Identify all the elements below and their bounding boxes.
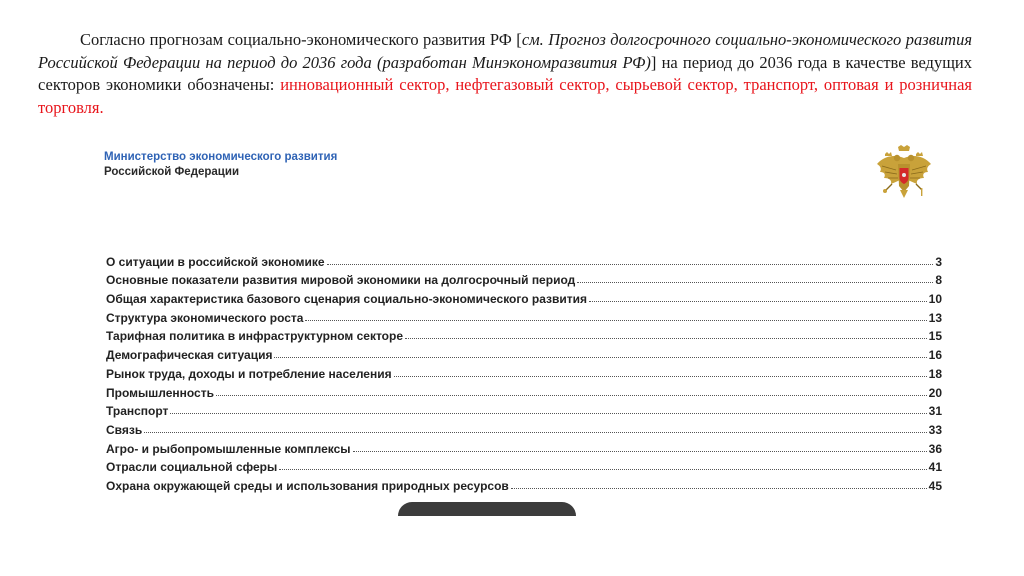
toc-row [106,306,942,325]
toc-title: Промышленность [106,385,214,400]
toc-leader-dots [144,432,926,433]
toc-title: Агро- и рыбопромышленные комплексы [106,441,351,456]
toc-title: Отрасли социальной сферы [106,460,278,475]
toc-page-number: 36 [928,441,942,456]
toc-page-number: 16 [928,348,942,363]
toc-leader-dots [577,282,933,283]
toc-title: Охрана окружающей среды и использования природных ресурсов [106,478,509,493]
ministry-name-line1: Министерство экономического развития [104,151,338,163]
toc-leader-dots [279,469,926,470]
toc-page-number: 13 [928,310,942,325]
ministry-header [104,150,337,180]
toc-page-number: 8 [935,273,942,288]
toc-leader-dots [405,338,927,339]
toc-leader-dots [327,264,934,265]
toc-row [106,362,942,381]
toc-row [106,287,942,306]
toc-leader-dots [511,488,927,489]
intro-highlight-sectors: инновационный сектор, нефтегазовый сектор, сырьевой сектор, транспорт, оптовая и розничная торговля. [38,75,972,117]
toc-row [106,269,942,288]
toc-page-number: 10 [928,292,942,307]
toc-row [106,474,942,493]
toc-title: Транспорт [106,404,169,419]
toc-row [106,325,942,344]
ministry-name-line2: Российской Федерации [104,166,240,178]
toc-row [106,437,942,456]
toc-leader-dots [353,451,927,452]
toc-title: О ситуации в российской экономике [106,254,325,269]
toc-title: Общая характеристика базового сценария социально-экономического развития [106,292,588,307]
toc-row [106,381,942,400]
toc-row [106,250,942,269]
toc-page-number: 15 [928,329,942,344]
document-scan [96,140,962,510]
toc-row [106,418,942,437]
toc-row [106,400,942,419]
russian-coat-of-arms-icon [868,144,940,200]
toc-title: Демографическая ситуация [106,348,273,363]
toc-title: Рынок труда, доходы и потребление населения [106,366,392,381]
toc-leader-dots [170,413,926,414]
intro-text-part3: ] на период до 2036 года в качестве ведущих секторов экономики обозначены: [38,52,972,94]
intro-citation: см. Прогноз долгосрочного социально-экономического развития Российской Федерации на период до 2036 года (разработан Минэкономразвития РФ) [38,30,972,72]
toc-page-number: 41 [928,460,942,475]
toc-title: Связь [106,422,143,437]
toc-title: Структура экономического роста [106,310,304,325]
toc-page-number: 45 [928,478,942,493]
toc-page-number: 3 [935,254,942,269]
toc-leader-dots [589,301,927,302]
toc-page-number: 20 [928,385,942,400]
toc-title: Основные показатели развития мировой экономики на долгосрочный период [106,273,576,288]
toc-title: Тарифная политика в инфраструктурном секторе [106,329,404,344]
toc-page-number: 18 [928,366,942,381]
toc-row [106,343,942,362]
toc-page-number: 33 [928,422,942,437]
intro-text-part1: Согласно прогнозам социально-экономического развития РФ [ [80,30,522,49]
toc-leader-dots [394,376,927,377]
toc-leader-dots [305,320,926,321]
toc-leader-dots [216,395,927,396]
intro-paragraph [38,29,972,119]
toc-page-number: 31 [928,404,942,419]
table-of-contents [106,250,942,493]
page-edge-decoration [398,502,576,516]
toc-leader-dots [274,357,926,358]
toc-row [106,456,942,475]
